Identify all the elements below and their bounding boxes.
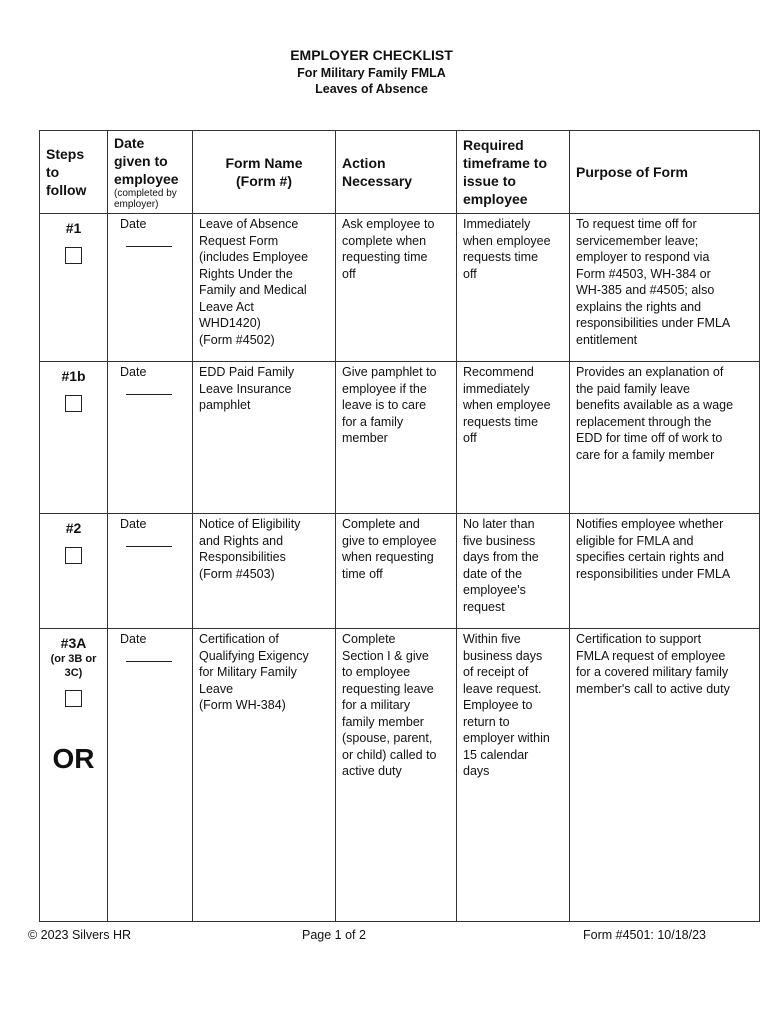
purpose-line: eligible for FMLA and xyxy=(576,533,694,548)
purpose-line: entitlement xyxy=(576,332,638,347)
action-line: complete when xyxy=(342,233,427,248)
timeframe-line: employer within xyxy=(463,731,550,745)
action-line: when requesting xyxy=(342,550,434,564)
action-cell xyxy=(336,214,457,362)
timeframe-line: No later than xyxy=(463,517,535,531)
date-label: Date xyxy=(120,217,147,231)
footer-copyright: © 2023 Silvers HR xyxy=(28,928,131,942)
form-name-line: (Form #4502) xyxy=(199,332,275,347)
purpose-line: specifies certain rights and xyxy=(576,550,724,564)
date-cell xyxy=(108,629,193,922)
action-line: Give pamphlet to xyxy=(342,365,437,379)
purpose-line: the paid family leave xyxy=(576,381,690,396)
step-cell xyxy=(40,514,108,629)
form-name-cell xyxy=(193,214,336,362)
step-checkbox[interactable] xyxy=(65,690,82,707)
form-name-line: Leave of Absence xyxy=(199,217,299,231)
purpose-line: care for a family member xyxy=(576,447,715,462)
form-name-cell xyxy=(193,629,336,922)
date-cell xyxy=(108,214,193,362)
action-line: to employee xyxy=(342,665,411,679)
form-name-line: (Form #4503) xyxy=(199,566,275,581)
timeframe-line: requests time xyxy=(463,414,539,429)
form-name-line: and Rights and xyxy=(199,533,284,548)
purpose-cell xyxy=(570,362,760,514)
timeframe-cell xyxy=(457,214,570,362)
date-blank-line[interactable] xyxy=(126,661,172,662)
header-timeframe: Required timeframe to issue to employee xyxy=(457,131,570,214)
document-subtitle-2: Leaves of Absence xyxy=(315,82,428,96)
timeframe-line: business days xyxy=(463,648,543,663)
purpose-line: Certification to support xyxy=(576,632,702,646)
timeframe-line: off xyxy=(463,266,477,281)
timeframe-line: date of the xyxy=(463,566,523,581)
form-name-line: WHD1420) xyxy=(199,316,261,330)
table-row xyxy=(40,514,760,629)
purpose-line: Notifies employee whether xyxy=(576,517,724,531)
action-line: requesting leave xyxy=(342,681,434,696)
form-name-line: Rights Under the xyxy=(199,266,293,281)
timeframe-line: days from the xyxy=(463,550,539,564)
action-line: time off xyxy=(342,566,383,581)
timeframe-line: Employee to xyxy=(463,698,533,712)
timeframe-line: requests time xyxy=(463,250,539,264)
form-name-line: for Military Family xyxy=(199,665,297,679)
form-name-line: Request Form xyxy=(199,233,279,248)
timeframe-line: of receipt of xyxy=(463,665,529,679)
timeframe-line: leave request. xyxy=(463,681,542,696)
purpose-line: FMLA request of employee xyxy=(576,648,726,663)
step-cell xyxy=(40,362,108,514)
action-line: give to employee xyxy=(342,533,437,548)
purpose-line: WH-385 and #4505; also xyxy=(576,283,715,297)
purpose-line: replacement through the xyxy=(576,414,712,429)
purpose-cell xyxy=(570,214,760,362)
step-number: #3A xyxy=(60,635,87,651)
action-line: employee if the xyxy=(342,381,427,396)
timeframe-cell xyxy=(457,514,570,629)
purpose-line: To request time off for xyxy=(576,217,697,231)
timeframe-line: Immediately xyxy=(463,217,531,231)
or-label: OR xyxy=(52,742,95,774)
timeframe-line: off xyxy=(463,431,477,445)
table-header-row xyxy=(40,131,760,214)
table-row xyxy=(40,362,760,514)
purpose-cell xyxy=(570,514,760,629)
date-cell xyxy=(108,514,193,629)
step-number: #2 xyxy=(65,520,82,536)
timeframe-line: return to xyxy=(463,714,510,729)
form-name-cell xyxy=(193,514,336,629)
timeframe-line: when employee xyxy=(463,233,551,248)
action-line: for a military xyxy=(342,698,411,712)
action-line: requesting time xyxy=(342,250,428,264)
date-blank-line[interactable] xyxy=(126,394,172,395)
form-name-line: (Form WH-384) xyxy=(199,698,286,712)
purpose-line: Form #4503, WH-384 or xyxy=(576,266,711,281)
timeframe-line: 15 calendar xyxy=(463,747,529,762)
purpose-line: explains the rights and xyxy=(576,299,702,314)
step-number: #1b xyxy=(61,368,86,384)
action-cell xyxy=(336,514,457,629)
step-checkbox[interactable] xyxy=(65,395,82,412)
header-purpose: Purpose of Form xyxy=(570,131,760,214)
header-action: Action Necessary xyxy=(336,131,457,214)
form-name-line: Leave xyxy=(199,681,234,696)
form-name-line: Responsibilities xyxy=(199,550,286,564)
checklist-table xyxy=(39,130,760,922)
document-subtitle-1: For Military Family FMLA xyxy=(297,66,446,80)
date-label: Date xyxy=(120,632,147,646)
purpose-line: responsibilities under FMLA xyxy=(576,566,731,581)
form-name-line: Qualifying Exigency xyxy=(199,648,309,663)
action-line: Complete xyxy=(342,632,396,646)
footer-form-number: Form #4501: 10/18/23 xyxy=(583,928,706,942)
table-row xyxy=(40,214,760,362)
timeframe-line: Within five xyxy=(463,632,521,646)
purpose-line: benefits available as a wage xyxy=(576,398,734,412)
action-line: leave is to care xyxy=(342,398,427,412)
date-blank-line[interactable] xyxy=(126,546,172,547)
timeframe-cell xyxy=(457,629,570,922)
action-cell xyxy=(336,362,457,514)
step-cell xyxy=(40,629,108,922)
header-steps: Steps to follow xyxy=(40,131,108,214)
purpose-line: employer to respond via xyxy=(576,250,710,264)
date-cell xyxy=(108,362,193,514)
timeframe-line: employee's xyxy=(463,583,526,597)
timeframe-cell xyxy=(457,362,570,514)
form-name-line: pamphlet xyxy=(199,398,251,412)
form-name-cell xyxy=(193,362,336,514)
step-checkbox[interactable] xyxy=(65,547,82,564)
action-line: member xyxy=(342,431,388,445)
header-date: Date given to employee (completed by employer) xyxy=(108,131,193,214)
form-name-line: Leave Insurance xyxy=(199,381,292,396)
purpose-line: responsibilities under FMLA xyxy=(576,316,731,330)
footer-page-number: Page 1 of 2 xyxy=(302,928,366,942)
header-form-name: Form Name (Form #) xyxy=(193,131,336,214)
date-label: Date xyxy=(120,517,147,531)
action-line: active duty xyxy=(342,764,402,778)
header-date-note: (completed by employer) xyxy=(114,188,177,210)
step-number: #1 xyxy=(65,220,82,236)
purpose-cell xyxy=(570,629,760,922)
action-line: family member xyxy=(342,714,424,729)
action-line: Ask employee to xyxy=(342,217,435,231)
purpose-line: member's call to active duty xyxy=(576,681,730,696)
action-line: for a family xyxy=(342,414,404,429)
form-name-line: Certification of xyxy=(199,632,279,646)
action-line: Section I & give xyxy=(342,648,429,663)
action-line: Complete and xyxy=(342,517,420,531)
timeframe-line: request xyxy=(463,599,505,614)
timeframe-line: five business xyxy=(463,533,536,548)
action-cell xyxy=(336,629,457,922)
action-line: or child) called to xyxy=(342,747,437,762)
action-line: off xyxy=(342,266,356,281)
timeframe-line: Recommend xyxy=(463,365,534,379)
form-name-line: EDD Paid Family xyxy=(199,365,295,379)
step-cell xyxy=(40,214,108,362)
document-title: EMPLOYER CHECKLIST xyxy=(290,47,453,63)
timeframe-line: immediately xyxy=(463,381,530,396)
step-sub-label: 3C) xyxy=(64,666,83,679)
date-blank-line[interactable] xyxy=(126,246,172,247)
timeframe-line: when employee xyxy=(463,398,551,412)
step-checkbox[interactable] xyxy=(65,247,82,264)
purpose-line: Provides an explanation of xyxy=(576,365,724,379)
purpose-line: EDD for time off of work to xyxy=(576,431,723,445)
date-label: Date xyxy=(120,365,147,379)
form-name-line: Family and Medical xyxy=(199,283,307,297)
action-line: (spouse, parent, xyxy=(342,731,433,745)
timeframe-line: days xyxy=(463,764,490,778)
purpose-line: servicemember leave; xyxy=(576,233,699,248)
form-name-line: (includes Employee xyxy=(199,250,309,264)
form-name-line: Notice of Eligibility xyxy=(199,517,301,531)
table-row xyxy=(40,629,760,922)
purpose-line: for a covered military family xyxy=(576,665,729,679)
step-sub-label: (or 3B or xyxy=(50,652,97,665)
form-name-line: Leave Act xyxy=(199,299,254,314)
